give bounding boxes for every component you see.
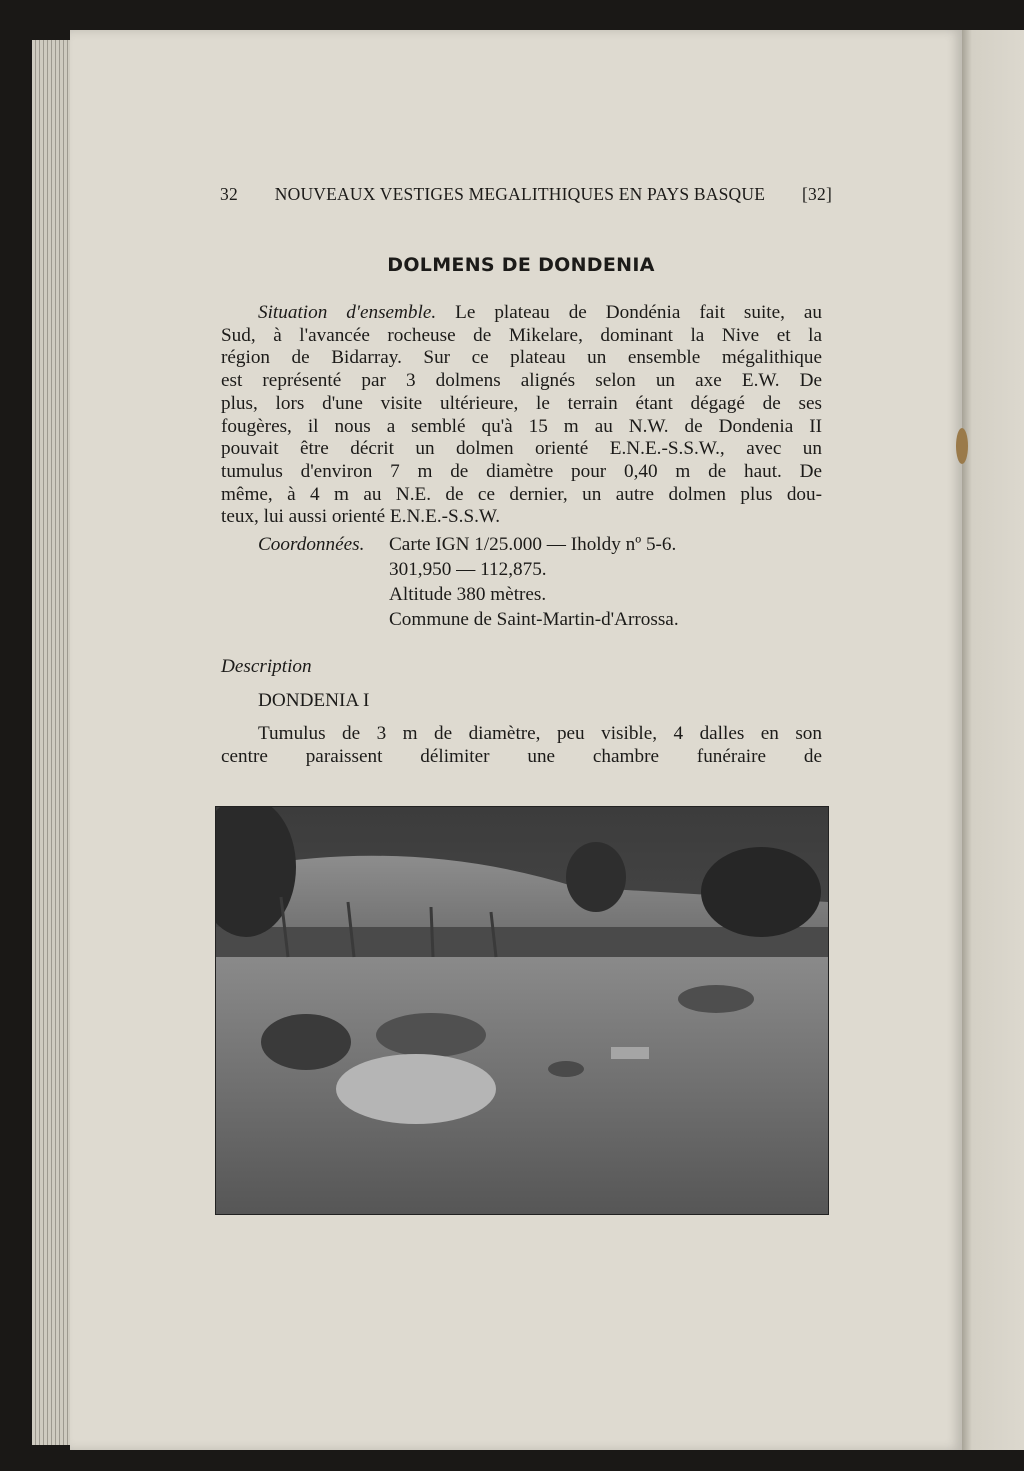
running-header [220,184,832,205]
next-page-edge [962,30,1024,1450]
paragraph-line: centre paraissent délimiter une chambre funéraire de [221,745,822,767]
coordinates-label: Coordonnées. [258,534,365,555]
section-title: DOLMENS DE DONDENIA [387,254,655,276]
running-title: NOUVEAUX VESTIGES MEGALITHIQUES EN PAYS BASQUE [274,184,766,204]
paragraph-line: tumulus d'environ 7 m de diamètre pour 0,40 m de haut. De [221,460,822,482]
page-edges [32,40,74,1445]
coordinates-line: 301,950 — 112,875. [389,559,547,580]
paragraph-line: région de Bidarray. Sur ce plateau un ensemble mégalithique [221,347,822,369]
paper-stain [956,428,968,464]
paragraph-line: pouvait être décrit un dolmen orienté E.N.E.-S.S.W., avec un [221,438,822,460]
coordinates-line: Altitude 380 mètres. [389,584,547,605]
coordinates-line: Commune de Saint-Martin-d'Arrossa. [389,609,679,630]
dondenia-i-heading: DONDENIA I [258,690,370,711]
dolmen-photograph [215,806,829,1215]
paragraph-line: Tumulus de 3 m de diamètre, peu visible, 4 dalles en son [258,723,822,744]
paragraph-line: teux, lui aussi orienté E.N.E.-S.S.W. [221,506,501,528]
paragraph-line: fougères, il nous a semblé qu'à 15 m au N.W. de Dondenia II [221,415,822,437]
paragraph-line: Situation d'ensemble. Le plateau de Dondénia fait suite, au [258,302,822,323]
paragraph-line: même, à 4 m au N.E. de ce dernier, un autre dolmen plus dou- [221,483,822,505]
situation-label: Situation d'ensemble. [258,302,437,323]
paragraph-line: Sud, à l'avancée rocheuse de Mikelare, dominant la Nive et la [221,324,822,346]
description-heading: Description [221,656,312,677]
bracket-page-number: [32] [802,184,832,204]
paragraph-line: plus, lors d'une visite ultérieure, le terrain étant dégagé de ses [221,392,822,414]
coordinates-line: Carte IGN 1/25.000 — Iholdy nº 5-6. [389,534,677,555]
page-number: 32 [220,184,238,204]
paragraph-line: est représenté par 3 dolmens alignés selon un axe E.W. De [221,370,822,392]
